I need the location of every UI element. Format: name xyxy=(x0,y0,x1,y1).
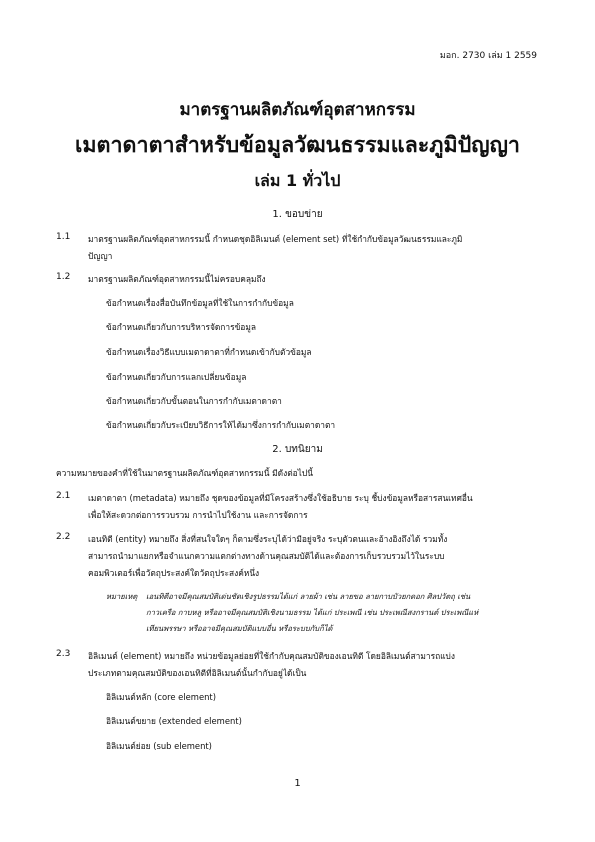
clause-text: สามารถนำมาแยกหรือจำแนกความแตกต่างทางด้านคุณสมบัติได้และต้องการเก็บรวบรวมไว้ในระบบ xyxy=(88,551,445,561)
document-title-line1: มาตรฐานผลิตภัณฑ์อุตสาหกรรม xyxy=(179,100,416,120)
clause-number: 2.1 xyxy=(56,491,71,501)
clause-number: 2.2 xyxy=(56,532,71,542)
list-item: ข้อกำหนดเรื่องสื่อบันทึกข้อมูลที่ใช้ในการกำกับข้อมูล xyxy=(106,298,294,308)
list-item: ข้อกำหนดเกี่ยวกับการบริหารจัดการข้อมูล xyxy=(106,322,256,332)
clause-number: 2.3 xyxy=(56,649,71,659)
clause-text: อิลิเมนต์ (element) หมายถึง หน่วยข้อมูลย่อยที่ใช้กำกับคุณสมบัติของเอนทิตี โดยอิลิเมนต์สามารถแบ่ง xyxy=(88,651,455,661)
definitions-intro: ความหมายของคำที่ใช้ในมาตรฐานผลิตภัณฑ์อุตสาหกรรมนี้ มีดังต่อไปนี้ xyxy=(56,468,313,478)
list-item: อิลิเมนต์ย่อย (sub element) xyxy=(106,741,212,751)
clause-text: ประเภทตามคุณสมบัติของเอนทิตีที่อิลิเมนต์นั้นกำกับอยู่ได้เป็น xyxy=(88,668,307,678)
clause-text: มาตรฐานผลิตภัณฑ์อุตสาหกรรมนี้ไม่ครอบคลุมถึง xyxy=(88,274,266,284)
clause-number: 1.1 xyxy=(56,232,71,242)
clause-text: เมตาดาตา (metadata) หมายถึง ชุดของข้อมูลที่มีโครงสร้างซึ่งใช้อธิบาย ระบุ ชี้บ่งข้อมูลหรือสารสนเทศอื่น xyxy=(88,493,473,503)
standard-number: มอก. 2730 เล่ม 1 2559 xyxy=(439,51,537,61)
note-text: เอนทิตีอาจมีคุณสมบัติเด่นชัดเชิงรูปธรรมได้แก่ ลายผ้า เช่น ลายขอ ลายกาบบัวยกดอก ศิลปวัตถุ เช่น xyxy=(146,592,471,601)
list-item: อิลิเมนต์ขยาย (extended element) xyxy=(106,716,242,726)
clause-text: มาตรฐานผลิตภัณฑ์อุตสาหกรรมนี้ กำหนดชุดอิลิเมนต์ (element set) ที่ใช้กำกับข้อมูลวัฒนธรรมและภูมิ xyxy=(88,234,463,244)
note-label: หมายเหตุ xyxy=(106,592,138,601)
section-heading-definitions: 2. บทนิยาม xyxy=(272,444,323,455)
clause-text: ปัญญา xyxy=(88,251,113,261)
clause-number: 1.2 xyxy=(56,272,71,282)
list-item: ข้อกำหนดเกี่ยวกับระเบียบวิธีการให้ได้มาซึ่งการกำกับเมตาดาตา xyxy=(106,420,336,430)
clause-text: เอนทิตี (entity) หมายถึง สิ่งที่สนใจใดๆ ก็ตามซึ่งระบุได้ว่ามีอยู่จริง ระบุตัวตนและอ้างอิงถึงได้ รวมทั้ง xyxy=(88,534,448,544)
note-text: กาวเครือ กาบหลู หรืออาจมีคุณสมบัติเชิงนามธรรม ได้แก่ ประเพณี เช่น ประเพณีสงกรานต์ ประเพณีแห่ xyxy=(146,608,479,617)
section-heading-scope: 1. ขอบข่าย xyxy=(272,209,323,220)
note-text: เทียนพรรษา หรืออาจมีคุณสมบัติแบบอื่น หรือระบบกับก็ได้ xyxy=(146,624,333,633)
clause-text: คอมพิวเตอร์เพื่อวัตถุประสงค์ใดวัตถุประสงค์หนึ่ง xyxy=(88,568,260,578)
clause-text: เพื่อให้สะดวกต่อการรวบรวม การนำไปใช้งาน และการจัดการ xyxy=(88,510,308,520)
document-title-line2: เมตาดาตาสำหรับข้อมูลวัฒนธรรมและภูมิปัญญา xyxy=(74,133,520,158)
list-item: ข้อกำหนดเกี่ยวกับขั้นตอนในการกำกับเมตาดาตา xyxy=(106,396,282,406)
list-item: ข้อกำหนดเรื่องวิธีแบบเมตาดาตาที่กำหนดเข้ากับตัวข้อมูล xyxy=(106,347,312,357)
page-number: 1 xyxy=(294,778,301,789)
list-item: อิลิเมนต์หลัก (core element) xyxy=(106,692,216,702)
list-item: ข้อกำหนดเกี่ยวกับการแลกเปลี่ยนข้อมูล xyxy=(106,372,247,382)
document-title-line3: เล่ม 1 ทั่วไป xyxy=(254,171,341,190)
